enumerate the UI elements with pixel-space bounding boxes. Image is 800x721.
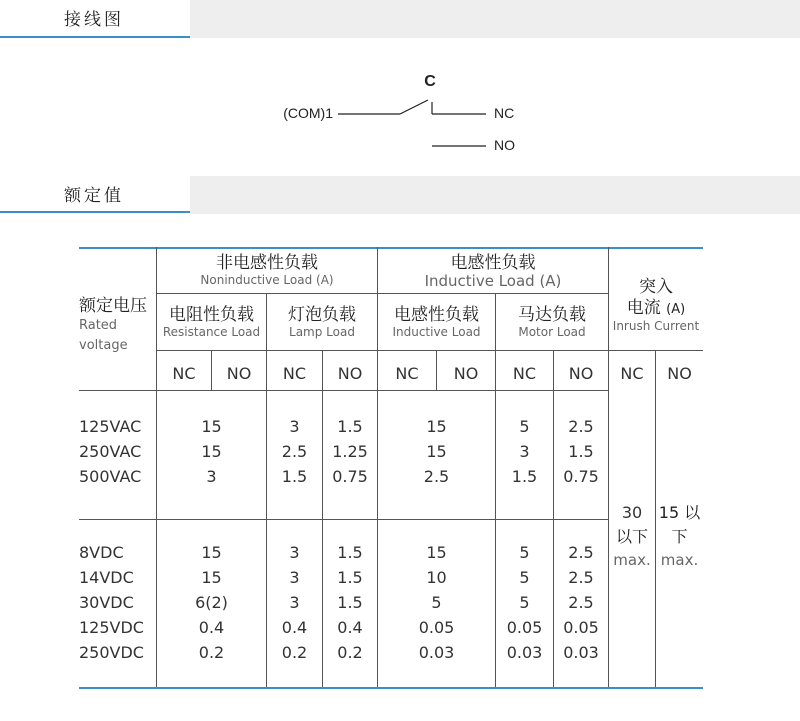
inrush-nc-max: max. [613,551,651,569]
lamp-no-value: 1.5 [337,543,363,562]
motor-no-value: 0.03 [563,643,599,662]
inrush-no-value: 15 以 [658,503,701,522]
no-header: NO [226,364,252,383]
inductive-load-en: Inductive Load [392,325,481,339]
voltage-label: 30VDC [79,593,134,612]
nc-header: NC [512,364,537,383]
inductive-value: 15 [426,442,447,461]
motor-nc-value: 5 [519,543,530,562]
motor-no-value: 2.5 [568,568,594,587]
motor-nc-value: 3 [519,442,530,461]
lamp-nc-value: 0.4 [281,618,308,637]
inrush-header-cn: 突入 [639,277,673,297]
lamp-nc-value: 3 [289,593,300,612]
lamp-no-value: 0.75 [332,467,368,486]
lamp-nc-value: 2.5 [281,442,308,461]
no-header: NO [568,364,594,383]
voltage-label: 14VDC [79,568,134,587]
resistance-value: 0.2 [198,643,225,662]
resistance-value: 6(2) [195,593,228,612]
rated-voltage-en: voltage [79,338,128,353]
motor-nc-value: 0.05 [506,618,543,637]
header-gray-band [190,176,800,214]
resistance-value: 0.4 [198,618,225,637]
nc-header: NC [620,364,644,383]
motor-no-value: 2.5 [568,543,594,562]
noninductive-header-en: Noninductive Load (A) [200,273,334,287]
lamp-no-value: 1.5 [337,568,363,587]
nc-no-divider [322,350,323,687]
no-header: NO [667,364,692,383]
inrush-header-en: Inrush Current [612,319,700,333]
rating-section-title: 额定值 [64,186,124,206]
resistance-value: 3 [206,467,217,486]
inductive-load-cn: 电感性负载 [394,305,479,325]
resistance-value: 15 [201,417,222,436]
voltage-label: 8VDC [79,543,124,562]
lamp-nc-value: 1.5 [281,467,308,486]
lamp-nc-value: 0.2 [281,643,308,662]
rated-voltage-cn: 额定电压 [79,296,147,316]
lamp-no-value: 1.5 [337,417,363,436]
nc-header: NC [395,364,419,383]
inrush-no-suffix: 下 [671,527,688,546]
lamp-nc-value: 3 [289,417,300,436]
inrush-no-max: max. [660,551,699,569]
nc-no-divider [553,350,554,687]
inductive-value: 10 [426,568,447,587]
inrush-nc-suffix: 以下 [615,527,648,546]
resistance-load-cn: 电阻性负载 [169,305,254,325]
lamp-no-value: 0.4 [337,618,363,637]
motor-nc-value: 5 [519,568,530,587]
lamp-nc-value: 3 [289,543,300,562]
wiring-section-title: 接线图 [64,10,124,30]
voltage-label: 500VAC [79,467,142,486]
com-label: (COM)1 [283,105,333,121]
lamp-no-value: 1.25 [332,442,368,461]
inductive-value: 0.03 [418,643,455,662]
inductive-value: 0.05 [418,618,455,637]
table-bottom-rule [79,687,703,689]
motor-nc-value: 0.03 [506,643,543,662]
lamp-no-value: 0.2 [337,643,363,662]
motor-no-value: 0.05 [563,618,599,637]
inductive-value: 2.5 [423,467,450,486]
lamp-nc-value: 3 [289,568,300,587]
header-divider [157,350,703,351]
motor-no-value: 2.5 [568,417,594,436]
inductive-value: 15 [426,543,447,562]
header-bottom-rule [79,390,608,391]
resistance-value: 15 [201,442,222,461]
rated-voltage-en: Rated [79,318,118,333]
table-top-rule [79,247,703,249]
motor-no-value: 1.5 [568,442,594,461]
voltage-label: 125VAC [79,417,142,436]
ac-dc-divider [79,519,608,520]
section-underline [0,211,190,213]
inrush-nc-value: 30 [621,503,643,522]
motor-load-en: Motor Load [518,325,586,339]
switch-blade [400,100,428,114]
inductive-header-cn: 电感性负载 [450,253,536,273]
no-label: NO [494,137,515,153]
lamp-load-en: Lamp Load [289,325,355,339]
resistance-load-en: Resistance Load [162,325,261,339]
nc-header: NC [172,364,196,383]
voltage-label: 125VDC [79,618,144,637]
motor-nc-value: 5 [519,593,530,612]
contact-c-label: C [424,73,436,90]
resistance-value: 15 [201,543,222,562]
no-header: NO [453,364,479,383]
voltage-label: 250VDC [79,643,144,662]
lamp-load-cn: 灯泡负载 [288,305,356,325]
rating-section-header [0,176,800,214]
noninductive-header-cn: 非电感性负载 [216,253,318,273]
voltage-label: 250VAC [79,442,142,461]
motor-nc-value: 5 [519,417,530,436]
inductive-value: 15 [426,417,447,436]
nc-header: NC [282,364,307,383]
lamp-no-value: 1.5 [337,593,363,612]
inductive-value: 5 [431,593,442,612]
nc-label: NC [494,105,515,121]
motor-no-value: 2.5 [568,593,594,612]
motor-load-cn: 马达负载 [518,305,586,325]
resistance-value: 15 [201,568,222,587]
motor-nc-value: 1.5 [511,467,538,486]
inductive-header-en: Inductive Load (A) [424,272,562,290]
motor-no-value: 0.75 [563,467,599,486]
no-header: NO [337,364,363,383]
wiring-diagram [0,0,800,176]
inrush-header-cn2: 电流 (A) [626,298,686,318]
header-divider [157,293,608,294]
